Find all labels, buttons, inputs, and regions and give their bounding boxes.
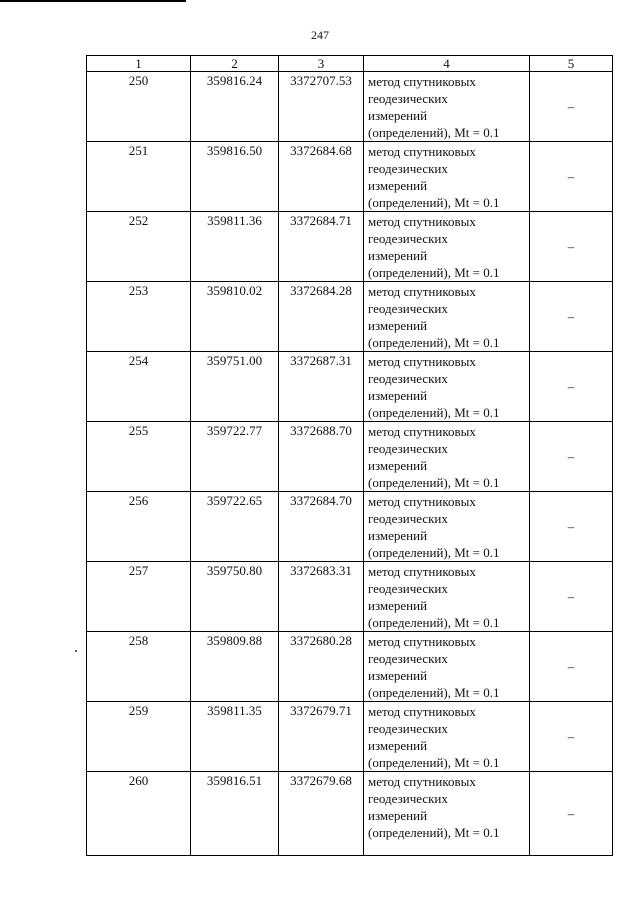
x-coordinate-cell: 359811.36	[191, 212, 279, 282]
method-cell	[364, 772, 530, 856]
table-row	[87, 352, 613, 422]
y-coordinate-cell: 3372684.70	[279, 492, 364, 562]
table-row	[87, 772, 613, 856]
note-cell: –	[530, 492, 613, 562]
table-row	[87, 282, 613, 352]
method-line: геодезических	[368, 91, 448, 106]
point-number-cell: 257	[87, 562, 191, 632]
method-line: (определений), Mt = 0.1	[368, 405, 500, 420]
page-number: 247	[311, 28, 329, 42]
method-cell	[364, 492, 530, 562]
method-line: геодезических	[368, 511, 448, 526]
method-line: геодезических	[368, 441, 448, 456]
method-line: метод спутниковых	[368, 634, 476, 649]
method-cell	[364, 282, 530, 352]
method-line: метод спутниковых	[368, 144, 476, 159]
note-cell: –	[530, 142, 613, 212]
method-line: измерений	[368, 808, 428, 823]
method-line: геодезических	[368, 301, 448, 316]
note-cell: –	[530, 212, 613, 282]
x-coordinate-cell: 359751.00	[191, 352, 279, 422]
method-line: измерений	[368, 108, 428, 123]
column-header: 4	[364, 56, 530, 72]
table-row	[87, 632, 613, 702]
point-number-cell: 252	[87, 212, 191, 282]
y-coordinate-cell: 3372684.71	[279, 212, 364, 282]
y-coordinate-cell: 3372680.28	[279, 632, 364, 702]
method-line: геодезических	[368, 791, 448, 806]
method-line: метод спутниковых	[368, 74, 476, 89]
method-line: (определений), Mt = 0.1	[368, 335, 500, 350]
table-row	[87, 72, 613, 142]
method-cell	[364, 212, 530, 282]
method-cell	[364, 422, 530, 492]
x-coordinate-cell: 359816.24	[191, 72, 279, 142]
x-coordinate-cell: 359811.35	[191, 702, 279, 772]
note-cell: –	[530, 772, 613, 856]
table-row	[87, 492, 613, 562]
x-coordinate-cell: 359750.80	[191, 562, 279, 632]
method-line: (определений), Mt = 0.1	[368, 825, 500, 840]
y-coordinate-cell: 3372684.28	[279, 282, 364, 352]
method-line: измерений	[368, 668, 428, 683]
method-line: геодезических	[368, 161, 448, 176]
scan-speck	[75, 650, 77, 652]
method-line: измерений	[368, 528, 428, 543]
x-coordinate-cell: 359816.50	[191, 142, 279, 212]
method-line: измерений	[368, 318, 428, 333]
point-number-cell: 258	[87, 632, 191, 702]
point-number-cell: 260	[87, 772, 191, 856]
method-line: измерений	[368, 248, 428, 263]
method-cell	[364, 142, 530, 212]
method-line: метод спутниковых	[368, 494, 476, 509]
method-line: измерений	[368, 178, 428, 193]
table-header-row	[87, 56, 613, 72]
note-cell: –	[530, 562, 613, 632]
method-cell	[364, 72, 530, 142]
y-coordinate-cell: 3372684.68	[279, 142, 364, 212]
column-header: 2	[191, 56, 279, 72]
y-coordinate-cell: 3372707.53	[279, 72, 364, 142]
method-line: (определений), Mt = 0.1	[368, 755, 500, 770]
y-coordinate-cell: 3372688.70	[279, 422, 364, 492]
point-number-cell: 251	[87, 142, 191, 212]
method-line: (определений), Mt = 0.1	[368, 265, 500, 280]
method-line: метод спутниковых	[368, 704, 476, 719]
method-cell	[364, 702, 530, 772]
method-line: (определений), Mt = 0.1	[368, 545, 500, 560]
y-coordinate-cell: 3372679.71	[279, 702, 364, 772]
x-coordinate-cell: 359809.88	[191, 632, 279, 702]
table-row	[87, 142, 613, 212]
method-line: (определений), Mt = 0.1	[368, 475, 500, 490]
method-line: измерений	[368, 388, 428, 403]
top-rule	[0, 0, 186, 2]
y-coordinate-cell: 3372679.68	[279, 772, 364, 856]
point-number-cell: 250	[87, 72, 191, 142]
table-row	[87, 702, 613, 772]
note-cell: –	[530, 632, 613, 702]
method-line: метод спутниковых	[368, 424, 476, 439]
method-line: (определений), Mt = 0.1	[368, 125, 500, 140]
method-line: метод спутниковых	[368, 214, 476, 229]
y-coordinate-cell: 3372683.31	[279, 562, 364, 632]
table-row	[87, 422, 613, 492]
point-number-cell: 253	[87, 282, 191, 352]
point-number-cell: 254	[87, 352, 191, 422]
method-line: измерений	[368, 598, 428, 613]
method-line: геодезических	[368, 721, 448, 736]
method-line: геодезических	[368, 371, 448, 386]
method-line: (определений), Mt = 0.1	[368, 195, 500, 210]
method-line: измерений	[368, 738, 428, 753]
y-coordinate-cell: 3372687.31	[279, 352, 364, 422]
method-line: измерений	[368, 458, 428, 473]
x-coordinate-cell: 359722.77	[191, 422, 279, 492]
x-coordinate-cell: 359722.65	[191, 492, 279, 562]
method-line: (определений), Mt = 0.1	[368, 685, 500, 700]
method-cell	[364, 562, 530, 632]
method-line: геодезических	[368, 581, 448, 596]
column-header: 1	[87, 56, 191, 72]
method-line: метод спутниковых	[368, 564, 476, 579]
method-line: метод спутниковых	[368, 284, 476, 299]
method-line: метод спутниковых	[368, 774, 476, 789]
column-header: 5	[530, 56, 613, 72]
method-line: геодезических	[368, 651, 448, 666]
point-number-cell: 259	[87, 702, 191, 772]
method-cell	[364, 352, 530, 422]
note-cell: –	[530, 282, 613, 352]
x-coordinate-cell: 359810.02	[191, 282, 279, 352]
column-header: 3	[279, 56, 364, 72]
note-cell: –	[530, 422, 613, 492]
method-line: метод спутниковых	[368, 354, 476, 369]
coordinates-table	[86, 55, 613, 856]
table-row	[87, 562, 613, 632]
note-cell: –	[530, 72, 613, 142]
x-coordinate-cell: 359816.51	[191, 772, 279, 856]
method-line: геодезических	[368, 231, 448, 246]
table-row	[87, 212, 613, 282]
method-line: (определений), Mt = 0.1	[368, 615, 500, 630]
note-cell: –	[530, 352, 613, 422]
note-cell: –	[530, 702, 613, 772]
method-cell	[364, 632, 530, 702]
point-number-cell: 255	[87, 422, 191, 492]
point-number-cell: 256	[87, 492, 191, 562]
